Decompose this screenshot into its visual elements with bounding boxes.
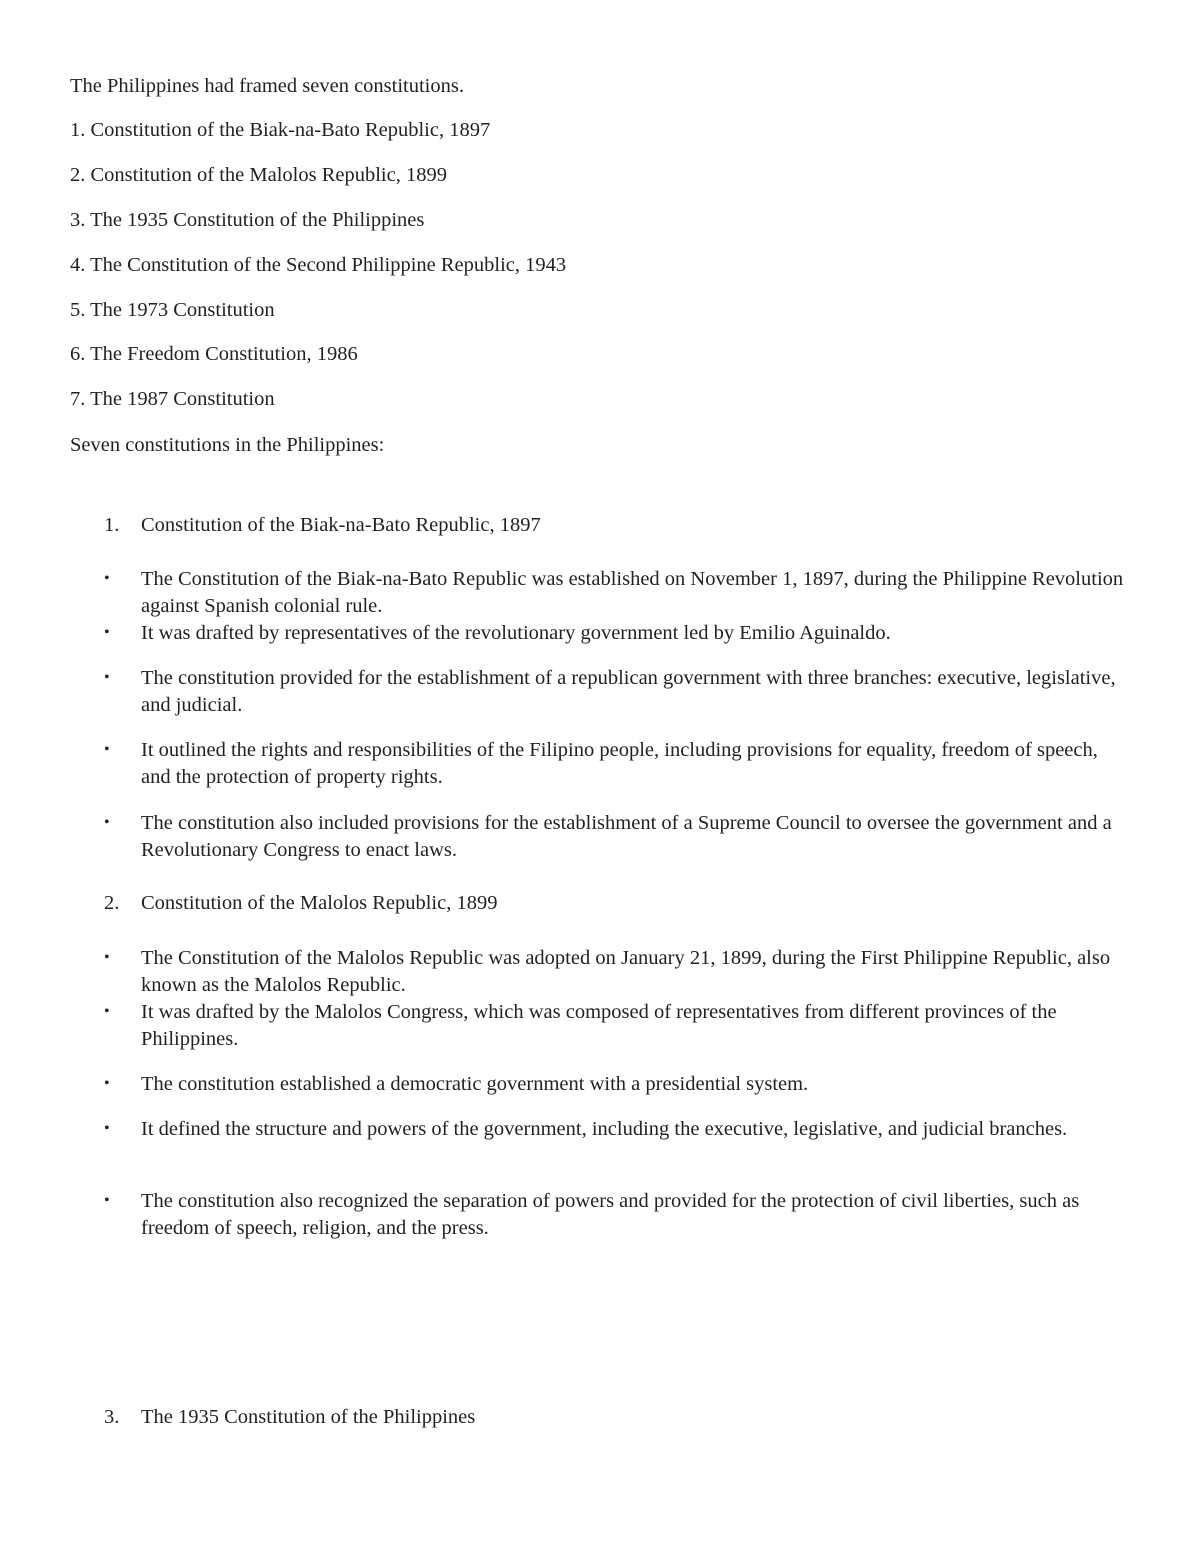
bullet-icon: • — [104, 570, 110, 587]
bullet-icon: • — [104, 1192, 110, 1209]
bullet-icon: • — [104, 669, 110, 686]
bullet-text: It defined the structure and powers of the government, including the executive, legislative, and judicial branches. — [141, 1118, 1068, 1140]
bullet-text: The constitution provided for the establishment of a republican government with three branches: executive, legislative, and judicial. — [141, 667, 1116, 716]
bullet-icon: • — [104, 1120, 110, 1137]
section-title: Constitution of the Malolos Republic, 1899 — [141, 892, 498, 914]
intro-list-item: 1. Constitution of the Biak-na-Bato Republic, 1897 — [70, 119, 491, 141]
bullet-text: It was drafted by the Malolos Congress, which was composed of representatives from different provinces of the Philippines. — [141, 1001, 1057, 1050]
intro-list-item: 7. The 1987 Constitution — [70, 388, 275, 410]
section-title: The 1935 Constitution of the Philippines — [141, 1406, 476, 1428]
section-number: 3. — [104, 1406, 120, 1428]
section-number: 2. — [104, 892, 120, 914]
bullet-icon: • — [104, 741, 110, 758]
intro-list-item: 4. The Constitution of the Second Philippine Republic, 1943 — [70, 254, 567, 276]
bullet-icon: • — [104, 949, 110, 966]
intro-list-item: 6. The Freedom Constitution, 1986 — [70, 343, 358, 365]
section-number: 1. — [104, 514, 120, 536]
bullet-icon: • — [104, 1003, 110, 1020]
bullet-text: The constitution established a democratic government with a presidential system. — [141, 1073, 809, 1095]
bullet-text: The constitution also included provisions for the establishment of a Supreme Council to oversee the government and a Revolutionary Congress to enact laws. — [141, 812, 1112, 861]
section-heading: Seven constitutions in the Philippines: — [70, 434, 385, 456]
bullet-text: The constitution also recognized the separation of powers and provided for the protection of civil liberties, such as freedom of speech, religion, and the press. — [141, 1190, 1080, 1239]
bullet-icon: • — [104, 624, 110, 641]
section-title: Constitution of the Biak-na-Bato Republic, 1897 — [141, 514, 541, 536]
bullet-text: The Constitution of the Malolos Republic was adopted on January 21, 1899, during the First Philippine Republic, also known as the Malolos Republic. — [141, 947, 1111, 996]
intro-list-item: 3. The 1935 Constitution of the Philippines — [70, 209, 425, 231]
bullet-text: It outlined the rights and responsibilities of the Filipino people, including provisions for equality, freedom of speech, and the protection of property rights. — [141, 739, 1098, 788]
intro-list-item: 2. Constitution of the Malolos Republic, 1899 — [70, 164, 447, 186]
bullet-text: The Constitution of the Biak-na-Bato Republic was established on November 1, 1897, during the Philippine Revolution against Spanish colonial rule. — [141, 568, 1124, 617]
intro-list-item: 5. The 1973 Constitution — [70, 299, 275, 321]
bullet-icon: • — [104, 1075, 110, 1092]
bullet-icon: • — [104, 814, 110, 831]
intro-lead: The Philippines had framed seven constitutions. — [70, 75, 464, 97]
bullet-text: It was drafted by representatives of the revolutionary government led by Emilio Aguinaldo. — [141, 622, 891, 644]
